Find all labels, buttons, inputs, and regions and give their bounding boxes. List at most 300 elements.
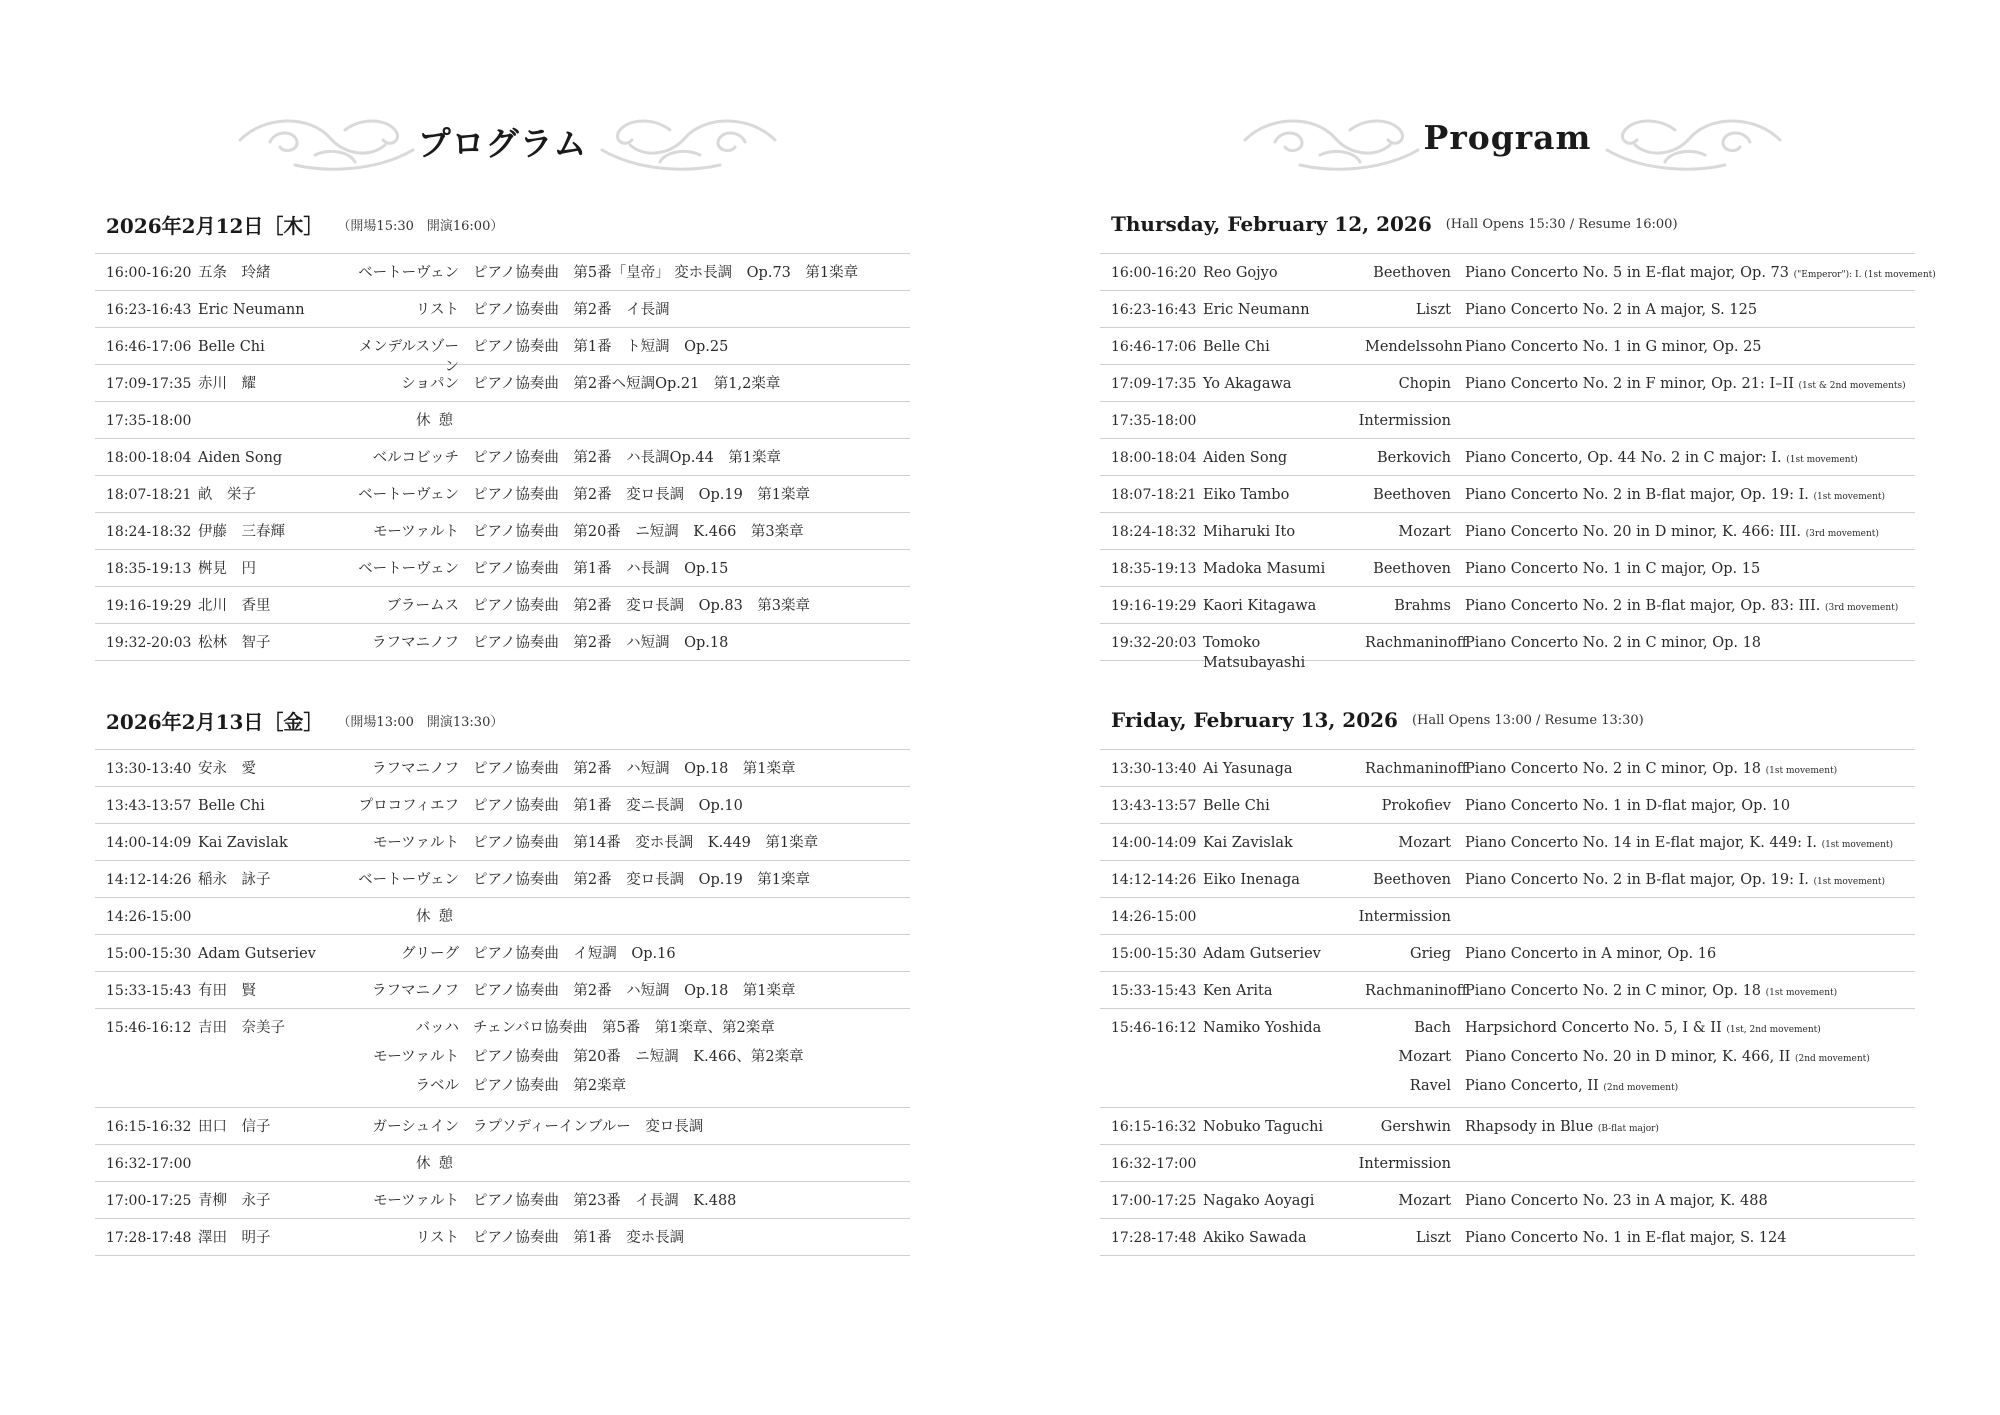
day-hours-note: (Hall Opens 15:30 / Resume 16:00) [1445, 216, 1678, 232]
movement-note: (1st movement) [1821, 840, 1894, 850]
work-title-text: Harpsichord Concerto No. 5, I & II [1465, 1020, 1722, 1036]
piece-line [1365, 300, 1915, 329]
work-title-text: ピアノ協奏曲 第2番 変ロ長調 Op.19 第1楽章 [473, 872, 811, 888]
piece-line [1365, 263, 1936, 292]
performer-name: 赤川 耀 [198, 376, 256, 392]
performer-name: 田口 信子 [198, 1119, 271, 1135]
piece-list [348, 596, 910, 625]
work-title [473, 944, 910, 973]
performance-row [95, 365, 910, 402]
intermission-row [95, 898, 910, 935]
work-title [473, 759, 910, 788]
slot-time: 18:00-18:04 [106, 450, 192, 466]
piece-line [1365, 944, 1915, 973]
piece-line [1365, 870, 1915, 899]
performer-name: Aiden Song [198, 450, 283, 466]
piece-list [1365, 1228, 1915, 1257]
piece-line [348, 633, 910, 662]
work-title [1465, 1076, 1915, 1105]
work-title [1465, 300, 1915, 329]
composer-name: Berkovich [1377, 450, 1451, 466]
piece-list [348, 448, 910, 477]
movement-note: (1st movement) [1786, 455, 1858, 465]
performance-row [95, 787, 910, 824]
schedule-table [1100, 253, 1936, 671]
work-title-text: ピアノ協奏曲 第23番 イ長調 K.488 [473, 1193, 737, 1209]
piece-line [1365, 1228, 1915, 1257]
slot-time: 13:43-13:57 [106, 798, 192, 814]
movement-note: (2nd movement) [1603, 1083, 1679, 1093]
composer-name: リスト [415, 1230, 459, 1246]
slot-time: 18:35-19:13 [1111, 561, 1197, 577]
performance-row [1100, 550, 1915, 587]
day-header [1100, 195, 1915, 253]
intermission-label: 休憩 [416, 413, 461, 429]
performance-row [1100, 972, 1915, 1009]
work-title [473, 633, 910, 662]
movement-note: (1st movement) [1765, 988, 1838, 998]
composer-name: ベートーヴェン [358, 265, 459, 281]
piece-line [1365, 1018, 1915, 1047]
piece-line [348, 300, 910, 329]
schedule-table [95, 253, 910, 661]
piece-list [348, 1228, 910, 1257]
piece-line [1365, 448, 1915, 477]
movement-note: (1st, 2nd movement) [1726, 1025, 1821, 1035]
work-title-text: ピアノ協奏曲 第2番 変ロ長調 Op.83 第3楽章 [473, 598, 811, 614]
work-title [1465, 1191, 1915, 1220]
piece-list [1365, 981, 1915, 1010]
slot-time: 16:15-16:32 [106, 1119, 192, 1135]
day-header [95, 195, 910, 253]
performer-name: Ken Arita [1203, 983, 1273, 999]
slot-time: 14:26-15:00 [1111, 909, 1197, 925]
composer-name: ラフマニノフ [372, 761, 459, 777]
work-title [1465, 374, 1915, 403]
performer-name: 澤田 明子 [198, 1230, 271, 1246]
schedule-table [1100, 749, 1915, 1256]
work-title-text: ピアノ協奏曲 第20番 ニ短調 K.466、第2楽章 [473, 1049, 804, 1065]
piece-list [1365, 1018, 1915, 1105]
composer-name: Beethoven [1373, 265, 1451, 281]
slot-time: 18:00-18:04 [1111, 450, 1197, 466]
work-title-text: ピアノ協奏曲 第2楽章 [473, 1078, 627, 1094]
day-hours-note: (Hall Opens 13:00 / Resume 13:30) [1411, 712, 1644, 728]
work-title-text: ピアノ協奏曲 第2番 変ロ長調 Op.19 第1楽章 [473, 487, 811, 503]
performance-row [95, 587, 910, 624]
performance-row [95, 439, 910, 476]
piece-list [1365, 448, 1915, 477]
piece-line [348, 981, 910, 1010]
piece-line [1365, 522, 1915, 551]
composer-name: Prokofiev [1381, 798, 1451, 814]
composer-name: Rachmaninoff [1365, 983, 1468, 999]
performer-name: Eiko Tambo [1203, 487, 1290, 503]
work-title [473, 300, 910, 329]
piece-line [1365, 1191, 1915, 1220]
performance-row [95, 291, 910, 328]
slot-time: 18:24-18:32 [106, 524, 192, 540]
slot-time: 15:00-15:30 [106, 946, 192, 962]
performance-row [1100, 861, 1915, 898]
composer-name: Beethoven [1373, 872, 1451, 888]
performance-row [95, 972, 910, 1009]
piece-list [1365, 374, 1915, 403]
composer-name: ラベル [415, 1078, 459, 1094]
slot-time: 14:12-14:26 [106, 872, 192, 888]
performer-name: Kaori Kitagawa [1203, 598, 1317, 614]
piece-line [348, 559, 910, 588]
slot-time: 16:00-16:20 [106, 265, 192, 281]
composer-name: Rachmaninoff [1365, 635, 1468, 651]
work-title [1465, 796, 1915, 825]
piece-list [1365, 522, 1915, 551]
work-title [1465, 337, 1915, 366]
slot-time: 13:30-13:40 [1111, 761, 1197, 777]
composer-name: モーツァルト [373, 1049, 459, 1065]
composer-name: Beethoven [1373, 561, 1451, 577]
movement-note: (1st movement) [1813, 877, 1885, 887]
slot-time: 17:00-17:25 [1111, 1193, 1197, 1209]
composer-name: モーツァルト [373, 835, 459, 851]
schedule-table [95, 749, 910, 1256]
work-title [473, 833, 910, 862]
day-spacer [95, 661, 910, 691]
piece-list [1365, 596, 1915, 625]
piece-line [348, 833, 910, 862]
piece-line [348, 263, 910, 292]
piece-list [1365, 944, 1915, 973]
performance-row [95, 861, 910, 898]
work-title-text: ピアノ協奏曲 第14番 変ホ長調 K.449 第1楽章 [473, 835, 819, 851]
piece-list [1365, 796, 1915, 825]
piece-line [348, 1117, 910, 1146]
work-title-text: Piano Concerto No. 2 in C minor, Op. 18 [1465, 761, 1762, 777]
performer-name: Reo Gojyo [1203, 265, 1278, 281]
performer-name: Ai Yasunaga [1203, 761, 1293, 777]
piece-list [348, 374, 910, 403]
performance-row [1100, 291, 1915, 328]
work-title-text: チェンバロ協奏曲 第5番 第1楽章、第2楽章 [473, 1020, 775, 1036]
work-title-text: ピアノ協奏曲 第1番 変ニ長調 Op.10 [473, 798, 743, 814]
slot-time: 18:07-18:21 [1111, 487, 1197, 503]
performance-row [1100, 587, 1915, 624]
piece-list [348, 337, 910, 375]
work-title [1465, 1228, 1915, 1257]
intermission-row [1100, 898, 1915, 935]
slot-time: 17:28-17:48 [106, 1230, 192, 1246]
work-title-text: ラプソディーインブルー 変ロ長調 [473, 1119, 704, 1135]
work-title-text: ピアノ協奏曲 第1番 ハ長調 Op.15 [473, 561, 729, 577]
slot-time: 14:26-15:00 [106, 909, 192, 925]
work-title [1465, 833, 1915, 862]
performer-name: Belle Chi [1203, 339, 1270, 355]
performance-row [95, 1219, 910, 1256]
performance-row [1100, 1219, 1915, 1256]
piece-list [348, 522, 910, 551]
composer-name: Bach [1414, 1020, 1451, 1036]
work-title [1465, 944, 1915, 973]
composer-name: ブラームス [386, 598, 459, 614]
slot-time: 17:35-18:00 [106, 413, 192, 429]
work-title-text: ピアノ協奏曲 第2番 ハ短調 Op.18 第1楽章 [473, 983, 796, 999]
performance-row [1100, 365, 1915, 402]
page-title: プログラム [417, 124, 588, 163]
composer-name: モーツァルト [373, 1193, 459, 1209]
work-title-text: Piano Concerto No. 2 in B-flat major, Op. 83: III. [1465, 598, 1821, 614]
slot-time: 18:07-18:21 [106, 487, 192, 503]
piece-line [1365, 796, 1915, 825]
performance-row [1100, 513, 1915, 550]
slot-time: 16:46-17:06 [106, 339, 192, 355]
performance-row [1100, 1182, 1915, 1219]
composer-name: ショパン [401, 376, 459, 392]
slot-time: 16:15-16:32 [1111, 1119, 1197, 1135]
work-title-text: Piano Concerto, Op. 44 No. 2 in C major: I. [1465, 450, 1782, 466]
piece-line [348, 944, 910, 973]
work-title-text: Piano Concerto No. 2 in F minor, Op. 21: I–II [1465, 376, 1794, 392]
piece-list [348, 485, 910, 514]
performer-name: 桝見 円 [198, 561, 256, 577]
performance-row [95, 935, 910, 972]
piece-line [1365, 485, 1915, 514]
performer-name: Aiden Song [1203, 450, 1288, 466]
work-title [473, 263, 910, 292]
slot-time: 19:16-19:29 [106, 598, 192, 614]
performance-row [95, 476, 910, 513]
piece-list [348, 870, 910, 899]
work-title [473, 1076, 910, 1105]
movement-note: ("Emperor"): I. (1st movement) [1793, 270, 1936, 280]
composer-name: メンデルスゾーン [358, 339, 459, 375]
work-title [473, 870, 910, 899]
composer-name: ラフマニノフ [372, 983, 459, 999]
piece-list [348, 796, 910, 825]
performer-name: Eric Neumann [198, 302, 305, 318]
performance-row [95, 550, 910, 587]
intermission-label: Intermission [1358, 909, 1451, 925]
piece-list [1365, 633, 1915, 662]
piece-list [1365, 337, 1915, 366]
performance-row [1100, 787, 1915, 824]
movement-note: (3rd movement) [1805, 529, 1879, 539]
work-title [1465, 1047, 1915, 1076]
performance-row [1100, 439, 1915, 476]
performer-name: 吉田 奈美子 [198, 1020, 285, 1036]
work-title-text: ピアノ協奏曲 第2番ヘ短調Op.21 第1,2楽章 [473, 376, 781, 392]
work-title-text: ピアノ協奏曲 第20番 ニ短調 K.466 第3楽章 [473, 524, 804, 540]
composer-name: ベートーヴェン [358, 487, 459, 503]
performer-name: 伊藤 三春輝 [198, 524, 285, 540]
composer-name: Chopin [1398, 376, 1451, 392]
work-title [473, 981, 910, 1010]
performer-name: 松林 智子 [198, 635, 271, 651]
day-date: Friday, February 13, 2026 [1111, 708, 1398, 732]
work-title-text: Piano Concerto No. 2 in B-flat major, Op. 19: I. [1465, 487, 1809, 503]
intermission-label: Intermission [1358, 413, 1451, 429]
composer-name: Mendelssohn [1365, 339, 1463, 355]
piece-line [348, 522, 910, 551]
piece-list [348, 981, 910, 1010]
composer-name: Mozart [1398, 524, 1451, 540]
composer-name: Brahms [1394, 598, 1451, 614]
work-title-text: ピアノ協奏曲 イ短調 Op.16 [473, 946, 676, 962]
piece-line [1365, 981, 1915, 1010]
intermission-row [1100, 402, 1915, 439]
performer-name: Kai Zavislak [198, 835, 288, 851]
work-title [1465, 485, 1915, 514]
performer-name: Kai Zavislak [1203, 835, 1293, 851]
work-title [473, 485, 910, 514]
work-title [1465, 981, 1915, 1010]
composer-name: ベルコビッチ [372, 450, 459, 466]
performer-name: Nobuko Taguchi [1203, 1119, 1324, 1135]
slot-time: 19:32-20:03 [106, 635, 192, 651]
slot-time: 16:23-16:43 [106, 302, 192, 318]
performance-row [1100, 1108, 1915, 1145]
slot-time: 17:00-17:25 [106, 1193, 192, 1209]
day-date: 2026年2月13日［金］ [106, 709, 324, 734]
slot-time: 17:09-17:35 [1111, 376, 1197, 392]
piece-line [348, 759, 910, 788]
piece-line [1365, 374, 1915, 403]
piece-list [348, 263, 910, 292]
performer-name: Eric Neumann [1203, 302, 1310, 318]
performer-name: Belle Chi [1203, 798, 1270, 814]
performance-row [95, 1108, 910, 1145]
performer-name: Belle Chi [198, 798, 265, 814]
piece-list [1365, 870, 1915, 899]
day-list [95, 195, 910, 1256]
work-title-text: Piano Concerto No. 23 in A major, K. 488 [1465, 1193, 1768, 1209]
work-title [1465, 870, 1915, 899]
slot-time: 16:23-16:43 [1111, 302, 1197, 318]
movement-note: (1st movement) [1765, 766, 1838, 776]
intermission-label: 休憩 [416, 909, 461, 925]
work-title-text: Piano Concerto No. 1 in G minor, Op. 25 [1465, 339, 1762, 355]
performer-name: Yo Akagawa [1203, 376, 1292, 392]
performer-name: Madoka Masumi [1203, 561, 1326, 577]
composer-name: Mozart [1398, 1049, 1451, 1065]
performance-row [95, 1009, 910, 1108]
performer-name: 青柳 永子 [198, 1193, 271, 1209]
work-title [1465, 1117, 1915, 1146]
slot-time: 16:00-16:20 [1111, 265, 1197, 281]
work-title [473, 1117, 910, 1146]
composer-name: ガーシュイン [372, 1119, 459, 1135]
work-title-text: ピアノ協奏曲 第2番 ハ短調 Op.18 [473, 635, 729, 651]
performer-name: 有田 賢 [198, 983, 256, 999]
work-title [473, 596, 910, 625]
piece-line [348, 485, 910, 514]
work-title-text: Piano Concerto No. 20 in D minor, K. 466, II [1465, 1049, 1791, 1065]
piece-line [348, 1047, 910, 1076]
movement-note: (B-flat major) [1597, 1124, 1659, 1134]
composer-name: リスト [415, 302, 459, 318]
performance-row [95, 824, 910, 861]
piece-line [1365, 833, 1915, 862]
work-title-text: ピアノ協奏曲 第1番 ト短調 Op.25 [473, 339, 729, 355]
day-header [1100, 691, 1915, 749]
intermission-label: Intermission [1358, 1156, 1451, 1172]
slot-time: 19:32-20:03 [1111, 635, 1197, 651]
work-title [1465, 596, 1915, 625]
work-title-text: Piano Concerto No. 1 in D-flat major, Op. 10 [1465, 798, 1791, 814]
performance-row [1100, 624, 1915, 671]
performer-name: Nagako Aoyagi [1203, 1193, 1315, 1209]
performance-row [95, 750, 910, 787]
piece-line [348, 374, 910, 403]
piece-list [1365, 1191, 1915, 1220]
composer-name: ベートーヴェン [358, 872, 459, 888]
piece-line [348, 337, 910, 375]
work-title-text: Piano Concerto, II [1465, 1078, 1599, 1094]
performer-name: 畝 栄子 [198, 487, 256, 503]
work-title-text: Piano Concerto No. 2 in B-flat major, Op. 19: I. [1465, 872, 1809, 888]
movement-note: (3rd movement) [1824, 603, 1899, 613]
piece-list [348, 559, 910, 588]
performance-row [1100, 1009, 1915, 1108]
performance-row [1100, 824, 1915, 861]
performer-name: Adam Gutseriev [198, 946, 316, 962]
piece-list [348, 1191, 910, 1220]
piece-list [1365, 263, 1936, 292]
work-title-text: ピアノ協奏曲 第1番 変ホ長調 [473, 1230, 685, 1246]
movement-note: (1st & 2nd movements) [1798, 381, 1906, 391]
piece-list [348, 300, 910, 329]
work-title-text: Piano Concerto No. 2 in C minor, Op. 18 [1465, 983, 1762, 999]
piece-line [348, 596, 910, 625]
piece-list [1365, 300, 1915, 329]
slot-time: 15:33-15:43 [106, 983, 192, 999]
day-date: 2026年2月12日［木］ [106, 213, 324, 238]
work-title-text: Piano Concerto No. 1 in C major, Op. 15 [1465, 561, 1761, 577]
piece-list [348, 1018, 910, 1105]
work-title [473, 1018, 910, 1047]
page-title: Program [1423, 118, 1592, 157]
piece-line [1365, 559, 1915, 588]
performer-name: Eiko Inenaga [1203, 872, 1300, 888]
piece-list [348, 759, 910, 788]
slot-time: 19:16-19:29 [1111, 598, 1197, 614]
movement-note: (2nd movement) [1794, 1054, 1870, 1064]
composer-name: ラフマニノフ [372, 635, 459, 651]
piece-list [348, 833, 910, 862]
piece-list [1365, 485, 1915, 514]
composer-name: バッハ [415, 1020, 459, 1036]
slot-time: 13:30-13:40 [106, 761, 192, 777]
piece-line [348, 1228, 910, 1257]
performance-row [1100, 254, 1936, 291]
work-title-text: Piano Concerto No. 1 in E-flat major, S. 124 [1465, 1230, 1787, 1246]
piece-line [348, 796, 910, 825]
slot-time: 16:32-17:00 [1111, 1156, 1197, 1172]
slot-time: 17:28-17:48 [1111, 1230, 1197, 1246]
slot-time: 17:35-18:00 [1111, 413, 1197, 429]
slot-time: 15:46-16:12 [1111, 1020, 1197, 1036]
composer-name: モーツァルト [373, 524, 459, 540]
slot-time: 15:46-16:12 [106, 1020, 192, 1036]
work-title [1465, 559, 1915, 588]
work-title-text: Piano Concerto No. 20 in D minor, K. 466: III. [1465, 524, 1801, 540]
composer-name: ベートーヴェン [358, 561, 459, 577]
work-title-text: Piano Concerto No. 2 in C minor, Op. 18 [1465, 635, 1762, 651]
performer-name: 稲永 詠子 [198, 872, 271, 888]
work-title-text: ピアノ協奏曲 第2番 イ長調 [473, 302, 670, 318]
piece-line [1365, 633, 1915, 662]
performance-row [1100, 328, 1915, 365]
day-hours-note: （開場13:00 開演13:30） [337, 714, 504, 730]
